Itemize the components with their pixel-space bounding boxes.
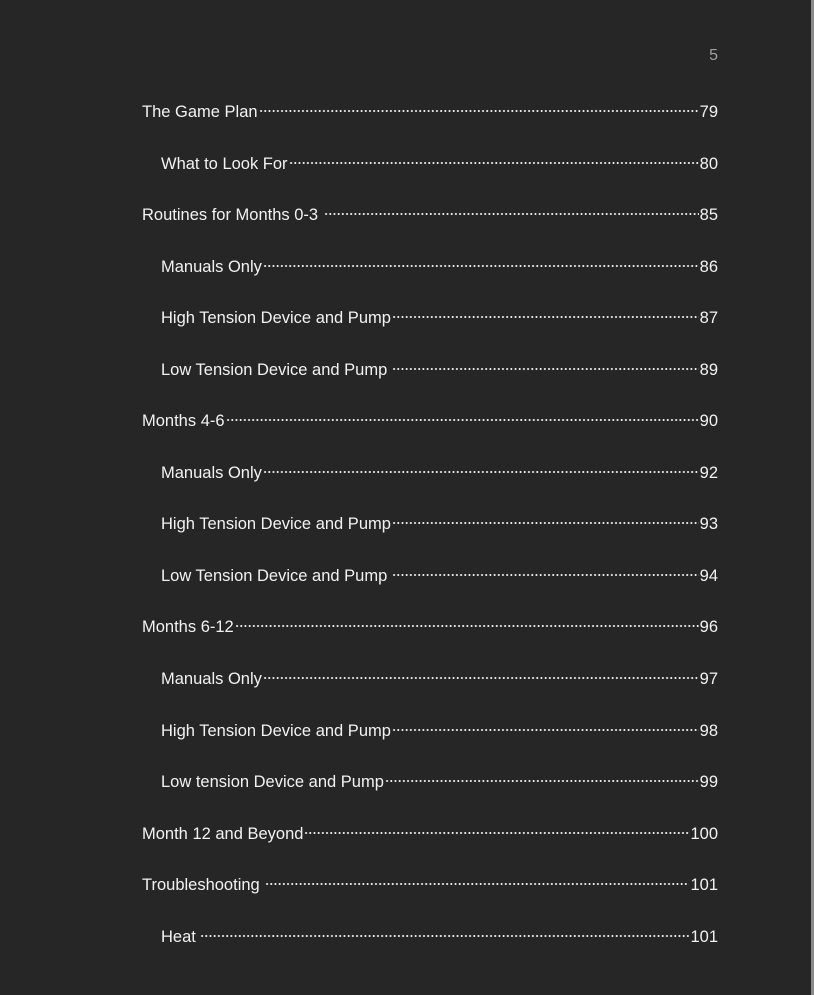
toc-entry-title: Manuals Only (161, 258, 262, 276)
toc-entry-page: 99 (699, 773, 718, 791)
dot-leader (259, 95, 699, 117)
dot-leader (263, 662, 699, 684)
toc-entry[interactable] (161, 456, 718, 482)
dot-leader (304, 817, 689, 839)
toc-entry[interactable] (161, 301, 718, 327)
toc-entry-title: High Tension Device and Pump (161, 515, 391, 533)
toc-entry-title: Months 6-12 (142, 618, 234, 636)
toc-entry-page: 93 (699, 515, 718, 533)
dot-leader (392, 301, 699, 323)
dot-leader (226, 404, 699, 426)
toc-entry-title: High Tension Device and Pump (161, 309, 391, 327)
toc-entry-title: Low tension Device and Pump (161, 773, 384, 791)
toc-entry-title: Manuals Only (161, 670, 262, 688)
toc-entry-page: 96 (699, 618, 718, 636)
toc-entry-title: Heat (161, 928, 196, 946)
toc-entry[interactable] (161, 920, 718, 946)
toc-entry-title: Months 4-6 (142, 412, 225, 430)
toc-entry-title: Manuals Only (161, 464, 262, 482)
toc-entry[interactable] (161, 250, 718, 276)
dot-leader (289, 147, 699, 169)
dot-leader (324, 198, 699, 220)
dot-leader (235, 610, 699, 632)
toc-entry-page: 97 (699, 670, 718, 688)
toc-entry[interactable] (161, 353, 718, 379)
toc-entry[interactable] (142, 95, 718, 121)
dot-leader (392, 714, 699, 736)
dot-leader (392, 353, 698, 375)
toc-entry-title: Low Tension Device and Pump (161, 567, 388, 585)
toc-entry[interactable] (142, 817, 718, 843)
toc-entry[interactable] (161, 559, 718, 585)
dot-leader (265, 868, 690, 890)
toc-entry-title: Month 12 and Beyond (142, 825, 304, 843)
toc-entry[interactable] (142, 404, 718, 430)
toc-entry[interactable] (161, 662, 718, 688)
toc-entry-title: Routines for Months 0-3 (142, 206, 319, 224)
toc-entry-page: 92 (699, 464, 718, 482)
toc-entry[interactable] (142, 868, 718, 894)
toc-entry-page: 79 (699, 103, 718, 121)
toc-entry-page: 87 (699, 309, 718, 327)
toc-entry-page: 89 (699, 361, 718, 379)
toc-entry-title: The Game Plan (142, 103, 258, 121)
dot-leader (263, 250, 699, 272)
toc-entry-title: High Tension Device and Pump (161, 722, 391, 740)
toc-entry-title: Troubleshooting (142, 876, 260, 894)
toc-entry[interactable] (161, 147, 718, 173)
dot-leader (392, 559, 698, 581)
toc-entry[interactable] (161, 765, 718, 791)
toc-entry-page: 101 (690, 928, 718, 946)
toc-entry-page: 90 (699, 412, 718, 430)
toc-entry-page: 98 (699, 722, 718, 740)
toc-entry[interactable] (161, 507, 718, 533)
toc-entry-title: Low Tension Device and Pump (161, 361, 388, 379)
toc-entry[interactable] (142, 198, 718, 224)
toc-entry-page: 100 (690, 825, 718, 843)
toc-entry[interactable] (142, 610, 718, 636)
page-number: 5 (709, 47, 718, 64)
toc-entry[interactable] (161, 714, 718, 740)
dot-leader (392, 507, 699, 529)
toc-entry-page: 80 (699, 155, 718, 173)
dot-leader (200, 920, 690, 942)
dot-leader (263, 456, 699, 478)
toc-entry-page: 85 (699, 206, 718, 224)
toc-entry-title: What to Look For (161, 155, 288, 173)
toc-entry-page: 94 (699, 567, 718, 585)
dot-leader (385, 765, 699, 787)
toc-entry-page: 101 (690, 876, 718, 894)
toc-entry-page: 86 (699, 258, 718, 276)
